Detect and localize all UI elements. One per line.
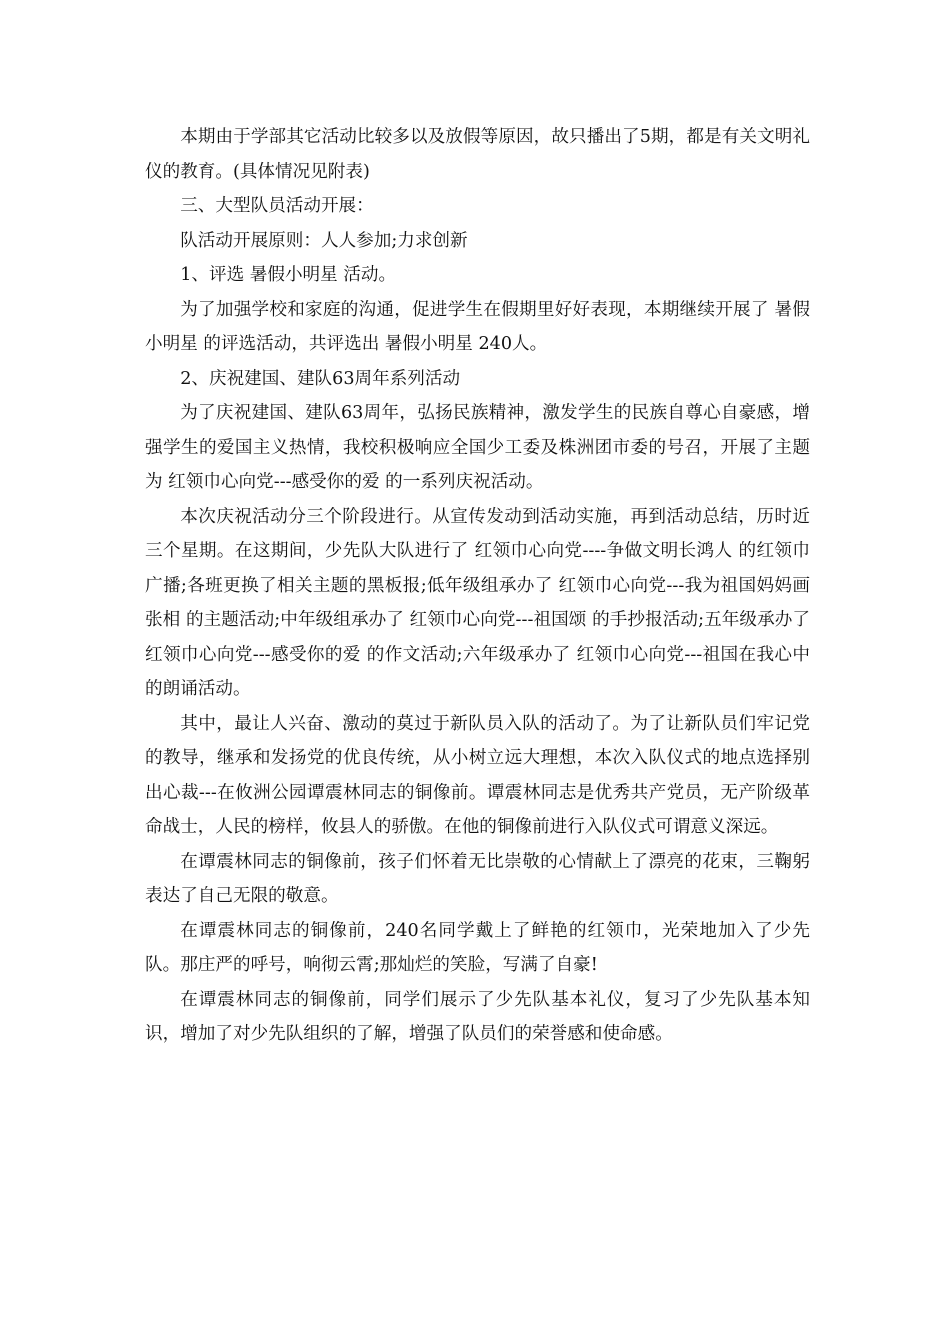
paragraph-induction: 其中，最让人兴奋、激动的莫过于新队员入队的活动了。为了让新队员们牢记党的教导，继承和发扬党的优良传统，从小树立远大理想，本次入队仪式的地点选择别出心裁---在攸洲公园谭震林同志的铜像前。谭震林同志是优秀共产党员，无产阶级革命战士，人民的榜样，攸县人的骄傲。在他的铜像前进行入队仪式可谓意义深远。 xyxy=(145,713,810,837)
section-heading-activities: 三、大型队员活动开展： xyxy=(180,196,374,216)
paragraph-etiquette: 在谭震林同志的铜像前，同学们展示了少先队基本礼仪，复习了少先队基本知识，增加了对少先队组织的了解，增强了队员们的荣誉感和使命感。 xyxy=(145,989,810,1044)
paragraph-scarves: 在谭震林同志的铜像前，240名同学戴上了鲜艳的红领巾，光荣地加入了少先队。那庄严的呼号，响彻云霄;那灿烂的笑脸，写满了自豪! xyxy=(145,920,810,975)
subheading-summer-star: 1、评选 暑假小明星 活动。 xyxy=(180,265,397,285)
paragraph-broadcast-summary: 本期由于学部其它活动比较多以及放假等原因，故只播出了5期，都是有关文明礼仪的教育。(具体情况见附表) xyxy=(145,127,810,182)
paragraph-anniversary-intro: 为了庆祝建国、建队63周年，弘扬民族精神，激发学生的民族自尊心自豪感，增强学生的爱国主义热情，我校积极响应全国少工委及株洲团市委的号召，开展了主题为 红领巾心向党---感受你的爱 的一系列庆祝活动。 xyxy=(145,403,810,492)
subheading-anniversary: 2、庆祝建国、建队63周年系列活动 xyxy=(180,368,461,389)
paragraph-flowers: 在谭震林同志的铜像前，孩子们怀着无比崇敬的心情献上了漂亮的花束，三鞠躬表达了自己无限的敬意。 xyxy=(145,851,810,906)
paragraph-stages: 本次庆祝活动分三个阶段进行。从宣传发动到活动实施，再到活动总结，历时近三个星期。在这期间，少先队大队进行了 红领巾心向党----争做文明长鸿人 的红领巾广播;各班更换了相关主题的黑板报;低年级组承办了 红领巾心向党---我为祖国妈妈画张相 的主题活动;中年级组承办了 红领巾心向党---祖国颂 的手抄报活动;五年级承办了 红领巾心向党---感受你的爱 的作文活动;六年级承办了 红领巾心向党---祖国在我心中 的朗诵活动。 xyxy=(145,506,810,699)
document-page xyxy=(145,120,810,1052)
paragraph-summer-star: 为了加强学校和家庭的沟通，促进学生在假期里好好表现，本期继续开展了 暑假小明星 的评选活动，共评选出 暑假小明星 240人。 xyxy=(145,299,810,354)
paragraph-principle: 队活动开展原则：人人参加;力求创新 xyxy=(180,230,468,251)
